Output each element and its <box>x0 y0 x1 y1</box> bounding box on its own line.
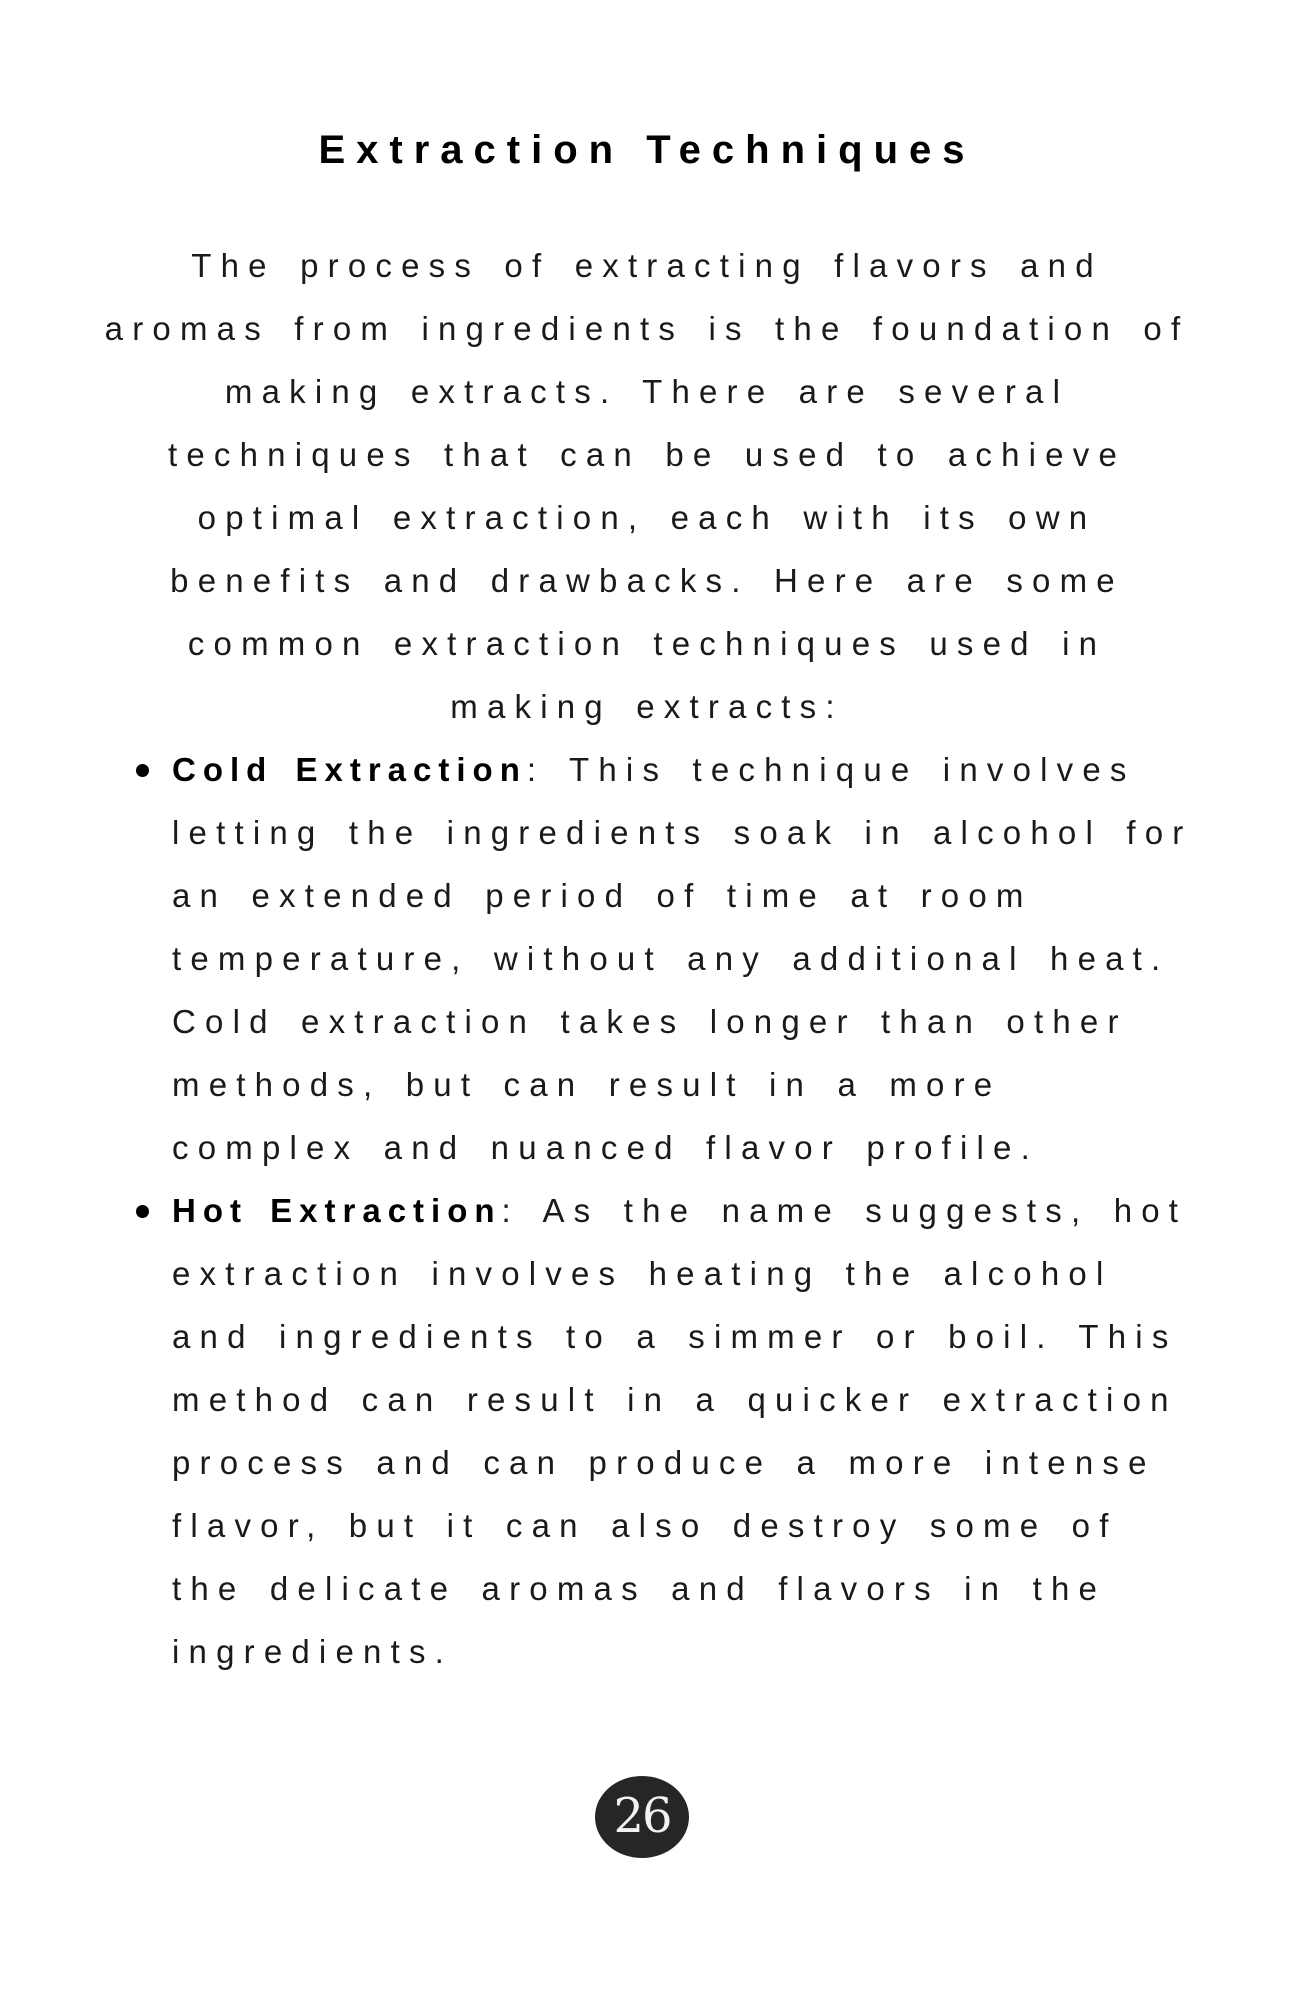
bullet-icon <box>136 1205 149 1218</box>
technique-list <box>0 738 1294 1683</box>
intro-paragraph: The process of extracting flavors and aromas from ingredients is the foundation of making extracts. There are several techniques that can be used to achieve optimal extraction, each with its own benefits and drawbacks. Here are some common extraction techniques used in making extracts: <box>104 247 1190 725</box>
bullet-term: Hot Extraction <box>172 1192 502 1229</box>
bullet-icon <box>136 764 149 777</box>
page-number-badge: 26 <box>595 1776 689 1858</box>
page-title: Extraction Techniques <box>318 128 976 172</box>
bullet-text: : This technique involves letting the ingredients soak in alcohol for an extended period of time at room temperature, without any additional heat. Cold extraction takes longer than other methods, but can result in a more complex and nuanced flavor profile. <box>172 751 1193 1166</box>
list-item-hot-extraction <box>0 1179 1294 1683</box>
bullet-term: Cold Extraction <box>172 751 527 788</box>
bullet-text: : As the name suggests, hot extraction involves heating the alcohol and ingredients to a simmer or boil. This method can result in a quicker extraction process and can produce a more intense flavor, but it can also destroy some of the delicate aromas and flavors in the ingredients. <box>172 1192 1188 1670</box>
list-item-cold-extraction <box>0 738 1294 1179</box>
